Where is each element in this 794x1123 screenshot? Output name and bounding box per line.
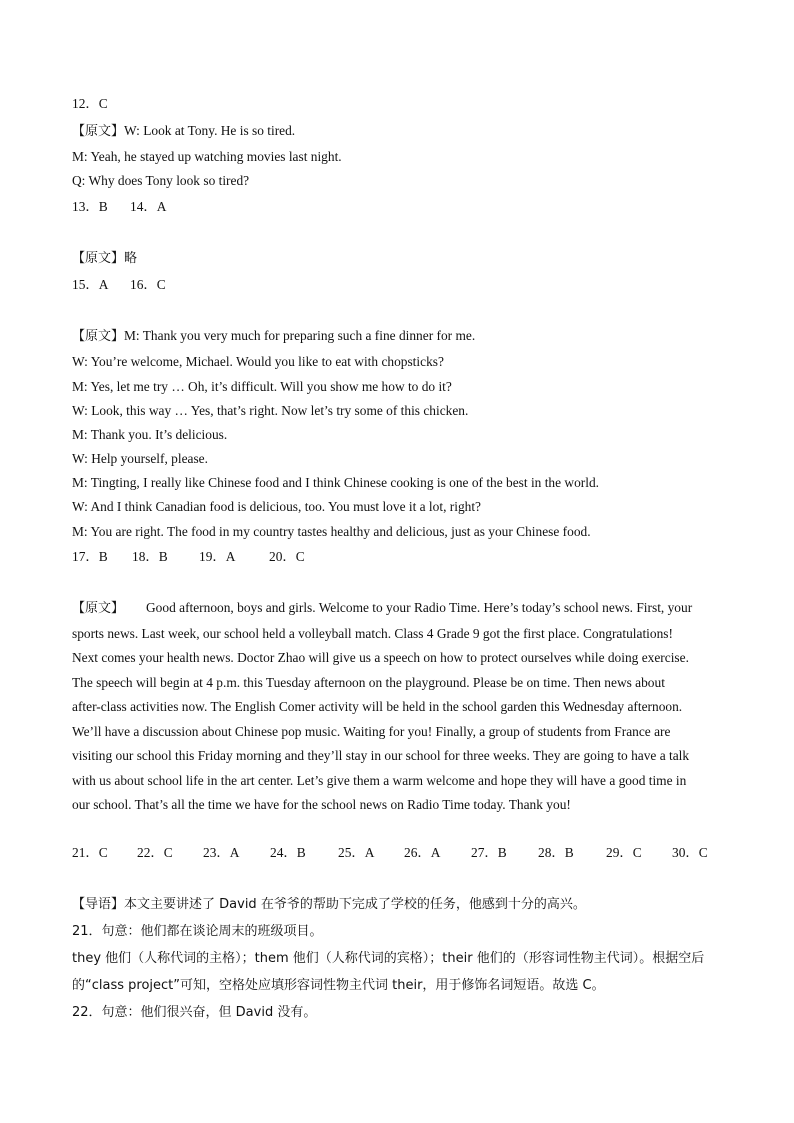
answer-13: 13．B [72, 199, 108, 214]
answers-17-20 [72, 548, 305, 566]
transcript-3-line-6: W: Help yourself, please. [72, 451, 208, 466]
transcript-3-line-3: M: Yes, let me try … Oh, it’s difficult. Will you show me how to do it? [72, 379, 452, 394]
transcript-4-line-4: The speech will begin at 4 p.m. this Tuesday afternoon on the playground. Please be on time. Then news about [72, 674, 665, 690]
answer-23: 23．A [203, 845, 240, 860]
transcript-4-line-1: 【原文】 Good afternoon, boys and girls. Welcome to your Radio Time. Here’s today’s school news. First, your [72, 600, 693, 616]
transcript-text: 略 [124, 251, 138, 266]
transcript-2 [72, 249, 137, 268]
transcript-3-line-2: W: You’re welcome, Michael. Would you like to eat with chopsticks? [72, 354, 444, 369]
transcript-4-line-7: visiting our school this Friday morning and they’ll stay in our school for three weeks. They are going to have a talk [72, 748, 690, 763]
transcript-tag: 【原文】 [72, 251, 125, 266]
answers-21-30 [72, 844, 708, 862]
transcript-1-line-1 [72, 122, 295, 141]
transcript-tag: 【原文】 [72, 329, 125, 344]
explanation-21-line-2: 的“class project”可知，空格处应填形容词性物主代词 their，用于修饰名词短语。故选 C。 [72, 978, 605, 993]
transcript-3-line-9: M: You are right. The food in my country tastes healthy and delicious, just as your Chinese food. [72, 524, 591, 539]
explanation-21-title: 21．句意：他们都在谈论周末的班级项目。 [72, 924, 323, 939]
answer-24: 24．B [270, 845, 306, 860]
transcript-tag: 【原文】 [72, 124, 125, 139]
guide-tag: 【导语】 [72, 897, 125, 912]
transcript-4-line-3: Next comes your health news. Doctor Zhao will give us a speech on how to protect ourselves while doing exercise. [72, 650, 689, 665]
answer-28: 28．B [538, 845, 574, 860]
transcript-tag: 【原文】 [72, 601, 125, 616]
transcript-4-line-5: after-class activities now. The English Comer activity will be held in the school garden this Wednesday afternoon. [72, 699, 683, 714]
answer-16: 16．C [130, 277, 166, 292]
answer-17: 17．B [72, 549, 108, 564]
guide-text: 本文主要讲述了 David 在爷爷的帮助下完成了学校的任务，他感到十分的高兴。 [124, 897, 586, 912]
transcript-3-line-4: W: Look, this way … Yes, that’s right. Now let’s try some of this chicken. [72, 403, 469, 418]
answer-26: 26．A [404, 845, 441, 860]
transcript-text: M: Thank you very much for preparing such a fine dinner for me. [124, 328, 476, 343]
answer-18: 18．B [132, 549, 168, 564]
transcript-1-line-2: M: Yeah, he stayed up watching movies last night. [72, 149, 342, 164]
answers-13-14 [72, 198, 166, 216]
transcript-4-line-8: with us about school life in the art center. Let’s give them a warm welcome and hope they will have a good time in [72, 772, 687, 788]
answer-20: 20．C [269, 549, 305, 564]
transcript-4-line-9: our school. That’s all the time we have for the school news on Radio Time today. Thank you! [72, 797, 571, 812]
answer-29: 29．C [606, 845, 642, 860]
answer-21: 21．C [72, 845, 108, 860]
transcript-1-line-3: Q: Why does Tony look so tired? [72, 173, 250, 188]
explanation-21-line-1: they 他们（人称代词的主格）；them 他们（人称代词的宾格）；their 他们的（形容词性物主代词）。根据空后 [72, 951, 705, 966]
answer-25: 25．A [338, 845, 375, 860]
explanation-22-title: 22．句意：他们很兴奋，但 David 没有。 [72, 1005, 317, 1020]
answers-15-16 [72, 276, 166, 294]
transcript-3-line-1 [72, 327, 475, 346]
transcript-3-line-8: W: And I think Canadian food is delicious, too. You must love it a lot, right? [72, 499, 482, 514]
answer-22: 22．C [137, 845, 173, 860]
answer-14: 14．A [130, 199, 167, 214]
answer-12: 12．C [72, 96, 108, 111]
answer-30: 30．C [672, 845, 708, 860]
transcript-3-line-7: M: Tingting, I really like Chinese food and I think Chinese cooking is one of the best in the world. [72, 475, 600, 490]
answer-27: 27．B [471, 845, 507, 860]
transcript-4-line-2: sports news. Last week, our school held a volleyball match. Class 4 Grade 9 got the first place. Congratulations! [72, 625, 673, 641]
answer-19: 19．A [199, 549, 236, 564]
guide-intro [72, 896, 586, 914]
transcript-4 [72, 596, 724, 818]
transcript-4-line-6: We’ll have a discussion about Chinese pop music. Waiting for you! Finally, a group of students from France are [72, 723, 671, 739]
transcript-3-line-5: M: Thank you. It’s delicious. [72, 427, 228, 442]
transcript-text: W: Look at Tony. He is so tired. [124, 123, 296, 138]
answer-15: 15．A [72, 277, 109, 292]
